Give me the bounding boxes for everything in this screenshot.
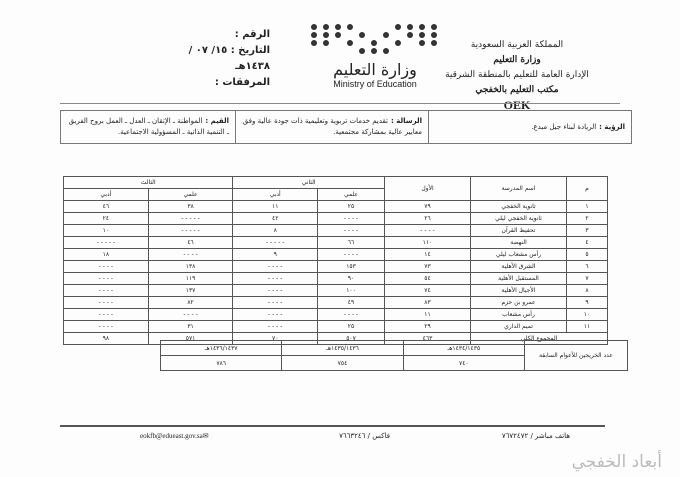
logo-dot <box>395 40 401 46</box>
cell-school: الأجيال الأهلية <box>471 285 567 297</box>
cell-num: ٣ <box>567 225 608 237</box>
total-s3-lit: ٩٨ <box>64 333 149 345</box>
previous-years-label: عدد الخريجين للأعوام السابقة <box>525 341 628 371</box>
cell-first: ٧٩ <box>385 201 471 213</box>
email-text[interactable]: eokfb@edueast.gov.sa <box>140 432 203 440</box>
logo-dot <box>431 24 437 30</box>
cell-first: - - - - <box>385 225 471 237</box>
cell-s2-sci: ٤٩ <box>318 297 385 309</box>
footer-divider <box>60 425 605 427</box>
office-code: OEK <box>503 98 531 112</box>
table-row <box>64 237 608 249</box>
table-row <box>64 225 608 237</box>
cell-s3-sci: - - - - <box>148 249 233 261</box>
logo-dot <box>419 40 425 46</box>
envelope-icon: ✉ <box>202 432 209 440</box>
logo-dot <box>431 32 437 38</box>
cell-first: ٥٤ <box>385 273 471 285</box>
table-row <box>64 273 608 285</box>
logo-dot <box>311 32 317 38</box>
cell-s2-lit: - - - - - <box>233 237 318 249</box>
header-divider <box>60 103 620 104</box>
cell-s2-sci: ١٥٣ <box>318 261 385 273</box>
cell-school: تحفيظ القرآن <box>471 225 567 237</box>
logo-dot <box>359 48 365 54</box>
col-second-science: علمي <box>318 189 385 201</box>
cell-num: ٥ <box>567 249 608 261</box>
kingdom-name: المملكة العربية السعودية <box>470 40 564 50</box>
year-header: ١٤٣٤/١٤٣٥هـ <box>403 341 524 356</box>
cell-s2-lit: - - - - <box>233 261 318 273</box>
cell-s2-sci: ٢٥ <box>318 321 385 333</box>
cell-s2-lit: ٩ <box>233 249 318 261</box>
cell-s2-sci: - - - - <box>318 225 385 237</box>
cell-school: ثانوية الخفجي ليلي <box>471 213 567 225</box>
mission-title: الرسالة : <box>390 117 422 125</box>
total-first: ٤٦٣ <box>385 333 471 345</box>
year-header: ١٤٣٥/١٤٣٦هـ <box>282 341 403 356</box>
logo-dot <box>323 32 329 38</box>
year-count: ٧٤٠ <box>403 356 524 371</box>
cell-s3-lit: ٤٦ <box>64 201 149 213</box>
cell-s3-sci: ١٣٨ <box>148 261 233 273</box>
total-s2-sci: ٥٠٧ <box>318 333 385 345</box>
footer-phone: هاتف مباشر / ٧٦٧٢٤٧٢ <box>501 432 570 440</box>
cell-num: ١٠ <box>567 309 608 321</box>
logo-dot <box>311 24 317 30</box>
vision-text: الريادة لبناء جيل مبدع. <box>531 122 597 131</box>
cell-first: ١١٠ <box>385 237 471 249</box>
cell-first: ١١ <box>385 309 471 321</box>
statements-box <box>60 110 632 144</box>
cell-s3-sci: - - - - <box>148 309 233 321</box>
logo-dot <box>323 40 329 46</box>
cell-s2-sci: ٢٥ <box>318 201 385 213</box>
cell-school: رأس مشعاب ليلي <box>471 249 567 261</box>
values-cell <box>61 111 235 143</box>
cell-school: النهضة <box>471 237 567 249</box>
logo-english: Ministry of Education <box>333 79 417 89</box>
cell-s3-sci: ١٣٧ <box>148 285 233 297</box>
cell-s3-sci: ١١٩ <box>148 273 233 285</box>
cell-school: ثانوية الخفجي <box>471 201 567 213</box>
cell-s2-lit: - - - - <box>233 297 318 309</box>
cell-first: ١٤ <box>385 249 471 261</box>
total-label: المجموع الكلي <box>471 333 608 345</box>
values-title: القيم : <box>205 117 229 125</box>
cell-s3-sci: ٤٦ <box>148 237 233 249</box>
ministry-name: وزارة التعليم <box>493 55 541 65</box>
cell-s2-sci: - - - - <box>318 249 385 261</box>
vision-title: الرؤية : <box>599 122 625 131</box>
cell-num: ٦ <box>567 261 608 273</box>
date-label: التاريخ : ١٥/ ٠٧ / ١٤٣٨هـ <box>188 45 270 72</box>
table-row <box>64 249 608 261</box>
year-count: ٧٨٦ <box>161 356 282 371</box>
cell-s2-sci: ٦٦ <box>318 237 385 249</box>
cell-first: ٨٣ <box>385 297 471 309</box>
col-third-literary: أدبي <box>64 189 149 201</box>
cell-school: رأس مشعاب <box>471 309 567 321</box>
cell-s3-lit: - - - - <box>64 309 149 321</box>
number-label: الرقم : <box>234 29 270 40</box>
cell-first: ٢٩ <box>385 321 471 333</box>
logo-dot <box>347 40 353 46</box>
total-s3-sci: ٥٧١ <box>148 333 233 345</box>
table-row <box>64 285 608 297</box>
logo-dot <box>323 24 329 30</box>
logo-dot <box>419 32 425 38</box>
graduates-table <box>63 176 608 345</box>
cell-s2-lit: - - - - <box>233 285 318 297</box>
table-row <box>64 201 608 213</box>
watermark: أبعاد الخفجي <box>571 452 662 472</box>
cell-s2-lit: ٤٢ <box>233 213 318 225</box>
cell-s3-lit: - - - - <box>64 297 149 309</box>
logo-dot <box>407 24 413 30</box>
office-name: مكتب التعليم بالخفجي <box>475 85 559 95</box>
year-count: ٧٥٤ <box>282 356 403 371</box>
cell-num: ٨ <box>567 285 608 297</box>
footer-email[interactable] <box>140 432 209 440</box>
logo-dot <box>419 24 425 30</box>
cell-s3-lit: ١٠ <box>64 225 149 237</box>
ministry-logo <box>300 24 450 94</box>
mission-text: تقديم خدمات تربوية وتعليمية ذات جودة عالية وفق معايير عالية بمشاركة مجتمعية. <box>242 117 422 136</box>
cell-num: ٤ <box>567 237 608 249</box>
cell-school: الشرق الأهلية <box>471 261 567 273</box>
cell-school: عمرو بن حزم <box>471 297 567 309</box>
logo-dot <box>383 32 389 38</box>
table-row <box>64 261 608 273</box>
cell-s2-sci: - - - - <box>318 213 385 225</box>
cell-s3-lit: ١٨ <box>64 249 149 261</box>
cell-s3-sci: ٨٢ <box>148 297 233 309</box>
attachments-label: المرفقات : <box>214 77 270 88</box>
cell-s2-lit: ١١ <box>233 201 318 213</box>
col-second-literary: أدبي <box>233 189 318 201</box>
col-second: الثاني <box>233 177 385 189</box>
vision-cell <box>428 111 631 143</box>
cell-num: ٧ <box>567 273 608 285</box>
cell-s2-lit: - - - - <box>233 273 318 285</box>
logo-dot <box>335 32 341 38</box>
col-num: م <box>567 177 608 201</box>
directorate-name: الإدارة العامة للتعليم بالمنطقة الشرقية <box>445 70 589 80</box>
table-row <box>64 309 608 321</box>
logo-dots-icon <box>300 24 450 54</box>
cell-num: ٢ <box>567 213 608 225</box>
table-row <box>64 213 608 225</box>
cell-s3-lit: - - - - <box>64 273 149 285</box>
cell-s2-lit: - - - - <box>233 309 318 321</box>
table-row <box>64 297 608 309</box>
cell-s3-lit: - - - - <box>64 261 149 273</box>
col-third: الثالث <box>64 177 233 189</box>
logo-dot <box>371 48 377 54</box>
cell-s3-lit: - - - - - <box>64 237 149 249</box>
cell-s3-lit: - - - - <box>64 321 149 333</box>
letterhead-right <box>432 38 602 113</box>
cell-school: المستقبل الأهلية <box>471 273 567 285</box>
logo-dot <box>371 40 377 46</box>
cell-s3-sci: ٣١ <box>148 321 233 333</box>
logo-dot <box>395 24 401 30</box>
cell-s2-lit: - - - - <box>233 321 318 333</box>
cell-s2-sci: ٩٠ <box>318 273 385 285</box>
logo-dot <box>311 40 317 46</box>
year-header: ١٤٣٦/١٤٣٧هـ <box>161 341 282 356</box>
cell-s2-sci: - - - - <box>318 309 385 321</box>
cell-num: ١ <box>567 201 608 213</box>
cell-num: ٩ <box>567 297 608 309</box>
values-text: المواطنة ـ الإتقان ـ العدل ـ العمل بروح الفريق ـ التنمية الذاتية ـ المسؤولية الاجتماعية. <box>68 117 229 136</box>
col-first: الأول <box>385 177 471 201</box>
cell-num: ١١ <box>567 321 608 333</box>
cell-s3-lit: ٢٤ <box>64 213 149 225</box>
logo-dot <box>407 32 413 38</box>
col-school: اسم المدرسة <box>471 177 567 201</box>
cell-s3-sci: ٣٨ <box>148 201 233 213</box>
cell-s2-lit: ٨ <box>233 225 318 237</box>
cell-school: تميم الداري <box>471 321 567 333</box>
logo-dot <box>335 24 341 30</box>
cell-s3-sci: - - - - - <box>148 213 233 225</box>
cell-first: ٧٤ <box>385 285 471 297</box>
logo-arabic: وزارة التعليم <box>333 60 417 79</box>
cell-s2-sci: ١٠٠ <box>318 285 385 297</box>
letter-meta <box>160 27 270 91</box>
logo-dot <box>347 24 353 30</box>
col-third-science: علمي <box>148 189 233 201</box>
cell-s3-lit: - - - - <box>64 285 149 297</box>
total-s2-lit: ٧٠ <box>233 333 318 345</box>
previous-years-table <box>160 340 628 371</box>
cell-first: ٧٣ <box>385 261 471 273</box>
cell-first: ٢٦ <box>385 213 471 225</box>
cell-s3-sci: - - - - - <box>148 225 233 237</box>
logo-dot <box>431 40 437 46</box>
mission-cell <box>235 111 428 143</box>
logo-dot <box>359 32 365 38</box>
table-row <box>64 321 608 333</box>
logo-dot <box>383 48 389 54</box>
footer-fax: فاكس / ٧٦٦٣٢٤٦ <box>339 432 390 440</box>
